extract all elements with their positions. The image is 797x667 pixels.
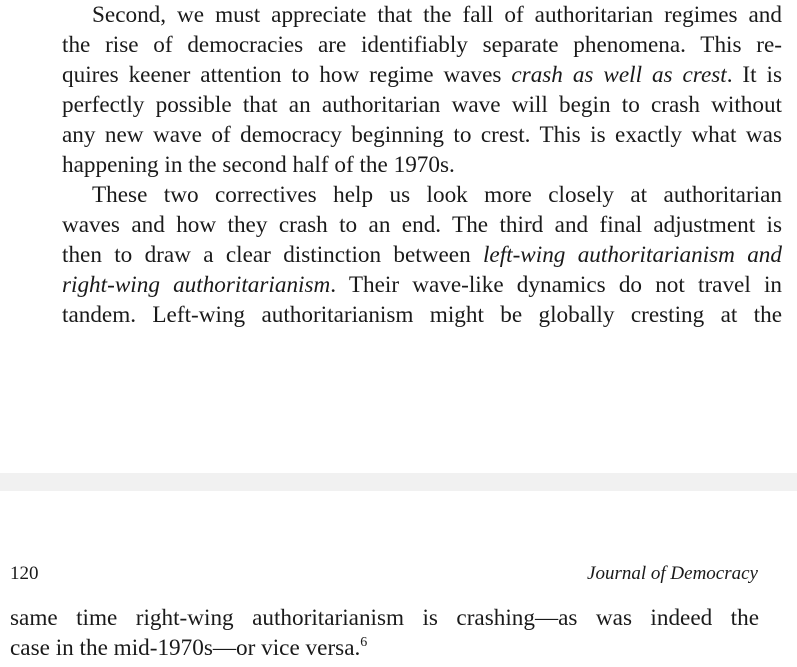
text-fragment: case in the mid-1970s—or vice versa.	[10, 635, 361, 661]
text-line: the rise of democracies are identifiably separate phenomena. This re-	[62, 32, 782, 58]
text-line: same time right-wing authoritarianism is crashing—as was indeed the	[10, 605, 759, 631]
text-line: perfectly possible that an authoritarian wave will begin to crash without	[62, 92, 782, 118]
text-fragment: then to draw a clear distinction between	[62, 242, 483, 268]
emphasis-right-wing: right-wing authoritarianism	[62, 272, 331, 298]
text-line	[32, 60, 782, 90]
text-fragment: . It is	[726, 62, 782, 88]
text-line	[32, 240, 782, 270]
emphasis-crash-crest: crash as well as crest	[511, 62, 727, 88]
text-line: Second, we must appreciate that the fall of authoritarian regimes and	[92, 2, 782, 28]
text-line: These two correctives help us look more closely at authoritarian	[92, 182, 782, 208]
text-line: any new wave of democracy beginning to crest. This is exactly what was	[62, 122, 782, 148]
text-fragment: quires keener attention to how regime waves	[62, 62, 512, 88]
emphasis-left-wing: left-wing authoritarianism and	[482, 242, 782, 268]
page-break-gutter	[0, 473, 797, 491]
running-header	[10, 562, 758, 586]
text-line	[10, 633, 759, 663]
text-line: happening in the second half of the 1970s.	[62, 152, 455, 178]
journal-title: Journal of Democracy	[587, 563, 758, 584]
text-fragment: . Their wave-like dynamics do not travel in	[330, 272, 782, 298]
text-line	[32, 270, 782, 300]
footnote-marker[interactable]: 6	[360, 635, 368, 650]
page-number: 120	[10, 563, 39, 584]
text-line: waves and how they crash to an end. The third and final adjustment is	[62, 212, 782, 238]
text-line: tandem. Left-wing authoritarianism might be globally cresting at the	[62, 302, 782, 328]
